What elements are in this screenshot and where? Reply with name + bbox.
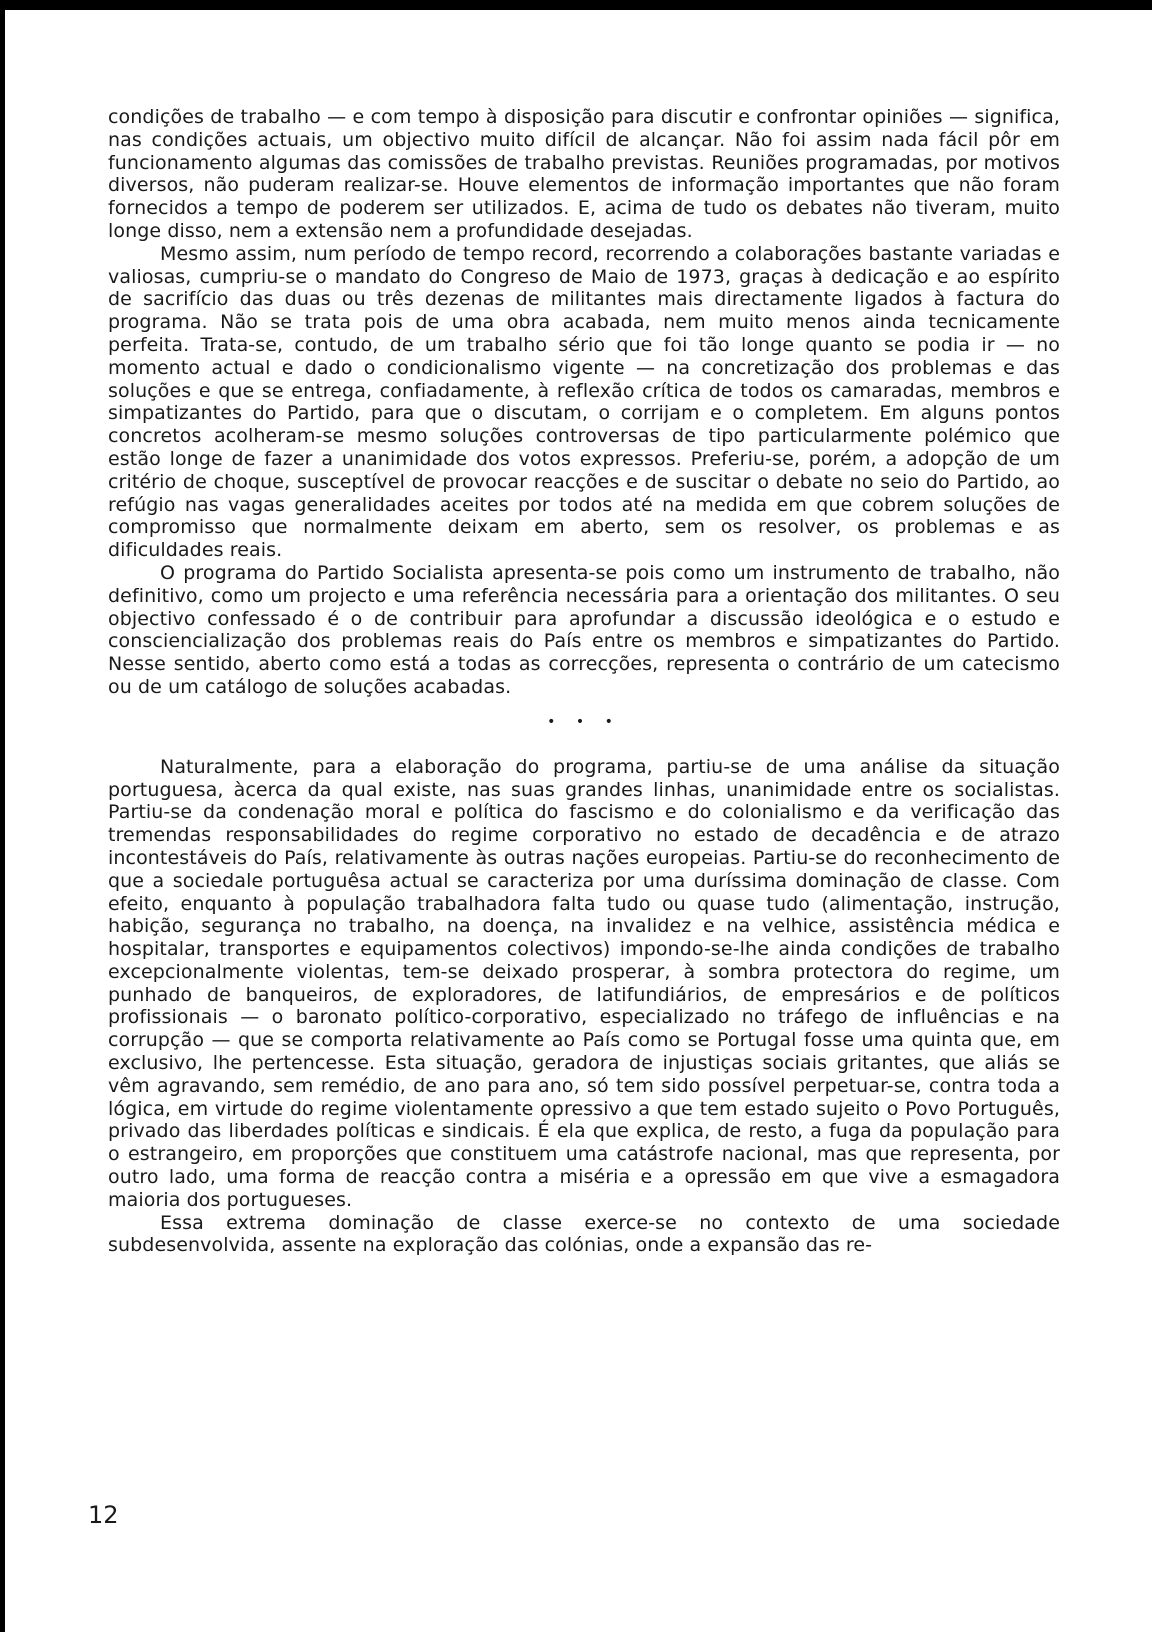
page-top-border	[0, 0, 1152, 10]
page-left-border	[0, 0, 5, 1632]
page-number: 12	[88, 1501, 119, 1529]
section-separator: • • •	[547, 713, 621, 730]
paragraph-3: O programa do Partido Socialista apresenta-se pois como um instrumento de trabalho, não definitivo, como um projecto e uma referência necessária para a orientação dos militantes. O seu objectivo confessado é o de contribuir para aprofundar a discussão ideológica e o estudo e consciencialização dos problemas reais do País entre os membros e simpatizantes do Partido. Nesse sentido, aberto como está a todas as correcções, representa o contrário de um catecismo ou de um catálogo de soluções acabadas.	[108, 561, 1060, 698]
paragraph-5: Essa extrema dominação de classe exerce-se no contexto de uma sociedade subdesenvolvida, assente na exploração das colónias, onde a expansão das re-	[108, 1211, 1060, 1257]
paragraph-2: Mesmo assim, num período de tempo record, recorrendo a colaborações bastante variadas e valiosas, cumpriu-se o mandato do Congreso de Maio de 1973, graças à dedicação e ao espírito de sacrifício das duas ou três dezenas de militantes mais directamente ligados à factura do programa. Não se trata pois de uma obra acabada, nem muito menos ainda tecnicamente perfeita. Trata-se, contudo, de um trabalho sério que foi tão longe quanto se podia ir — no momento actual e dado o condicionalismo vigente — na concretização dos problemas e das soluções e que se entrega, confiadamente, à reflexão crítica de todos os camaradas, membros e simpatizantes do Partido, para que o discutam, o corrijam e o completem. Em alguns pontos concretos acolheram-se mesmo soluções controversas de tipo particularmente polémico que estão longe de fazer a unanimidade dos votos expressos. Preferiu-se, porém, a adopção de um critério de choque, susceptível de provocar reacções e de suscitar o debate no seio do Partido, ao refúgio nas vagas generalidades aceites por todos até na medida em que cobrem soluções de compromisso que normalmente deixam em aberto, sem os resolver, os problemas e as dificuldades reais.	[108, 242, 1060, 562]
document-body	[108, 106, 1060, 1257]
paragraph-1: condições de trabalho — e com tempo à disposição para discutir e confrontar opiniões — significa, nas condições actuais, um objectivo muito difícil de alcançar. Não foi assim nada fácil pôr em funcionamento algumas das comissões de trabalho previstas. Reuniões programadas, por motivos diversos, não puderam realizar-se. Houve elementos de informação importantes que não foram fornecidos a tempo de poderem ser utilizados. E, acima de tudo os debates não tiveram, muito longe disso, nem a extensão nem a profundidade desejadas.	[108, 106, 1060, 242]
paragraph-4: Naturalmente, para a elaboração do programa, partiu-se de uma análise da situação portuguesa, àcerca da qual existe, nas suas grandes linhas, unanimidade entre os socialistas. Partiu-se da condenação moral e política do fascismo e do colonialismo e da verificação das tremendas responsabilidades do regime corporativo no estado de decadência e de atrazo incontestáveis do País, relativamente às outras nações europeias. Partiu-se do reconhecimento de que a sociedale portuguêsa actual se caracteriza por uma duríssima dominação de classe. Com efeito, enquanto à população trabalhadora falta tudo ou quase tudo (alimentação, instrução, habição, segurança no trabalho, na doença, na invalidez e na velhice, assistência médica e hospitalar, transportes e equipamentos colectivos) impondo-se-lhe ainda condições de trabalho excepcionalmente violentas, tem-se deixado prosperar, à sombra protectora do regime, um punhado de banqueiros, de exploradores, de latifundiários, de empresários e de políticos profissionais — o baronato político-corporativo, especializado no tráfego de influências e na corrupção — que se comporta relativamente ao País como se Portugal fosse uma quinta que, em exclusivo, lhe pertencesse. Esta situação, geradora de injustiças sociais gritantes, que aliás se vêm agravando, sem remédio, de ano para ano, só tem sido possível perpetuar-se, contra toda a lógica, em virtude do regime violentamente opressivo a que tem estado sujeito o Povo Português, privado das liberdades políticas e sindicais. É ela que explica, de resto, a fuga da população para o estrangeiro, em proporções que constituem uma catástrofe nacional, mas que representa, por outro lado, uma forma de reacção contra a miséria e a opressão em que vive a esmagadora maioria dos portugueses.	[108, 755, 1060, 1211]
